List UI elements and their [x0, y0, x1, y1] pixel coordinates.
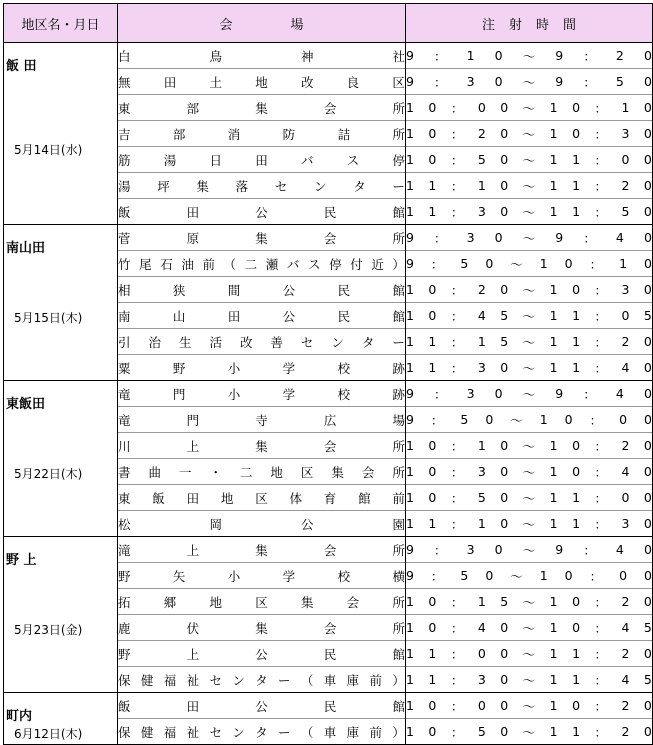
venue-name-spread: 湯 坪 集 落 セ ン タ ー — [118, 178, 405, 194]
district-name: 町内 — [6, 709, 33, 724]
venue-name-spread: 菅 原 集 会 所 — [118, 230, 405, 246]
time-cell — [406, 537, 653, 563]
district-name: 野 上 — [6, 553, 37, 568]
venue-cell — [118, 537, 406, 563]
time-range-spread: 1 1 ： 1 0 〜 1 1 ： 2 0 — [406, 178, 652, 194]
time-cell — [406, 719, 653, 745]
time-cell — [406, 355, 653, 381]
schedule-body — [4, 43, 653, 745]
time-cell — [406, 433, 653, 459]
time-range-spread: 1 0 ： 4 5 〜 1 1 ： 0 5 — [406, 308, 652, 324]
time-cell — [406, 277, 653, 303]
time-cell — [406, 485, 653, 511]
venue-cell — [118, 199, 406, 225]
district-date: 5月14日(水) — [14, 143, 83, 157]
time-range-spread: 1 1 ： 3 0 〜 1 1 ： 4 5 — [406, 672, 652, 688]
time-cell — [406, 667, 653, 693]
venue-cell — [118, 615, 406, 641]
venue-cell — [118, 407, 406, 433]
time-range-spread: 1 1 ： 3 0 〜 1 1 ： 5 0 — [406, 204, 652, 220]
venue-name-spread: 鹿 伏 集 会 所 — [118, 620, 405, 636]
venue-cell — [118, 173, 406, 199]
time-cell — [406, 563, 653, 589]
venue-cell — [118, 69, 406, 95]
venue-name-spread: 飯 田 公 民 館 — [118, 204, 405, 220]
schedule-row — [4, 43, 653, 69]
venue-cell — [118, 563, 406, 589]
district-cell — [4, 225, 118, 381]
venue-name-spread: 相 狭 間 公 民 館 — [118, 282, 405, 298]
time-cell — [406, 69, 653, 95]
venue-name-spread: 竹 尾 石 油 前 （ 二 瀬 バ ス 停 付 近 ） — [118, 256, 405, 272]
header-time: 注射時間 — [406, 4, 653, 43]
time-cell — [406, 641, 653, 667]
time-cell — [406, 615, 653, 641]
time-cell — [406, 173, 653, 199]
venue-name-spread: 竜 門 小 学 校 跡 — [118, 386, 405, 402]
time-range-spread: 1 1 ： 0 0 〜 1 1 ： 2 0 — [406, 646, 652, 662]
venue-name-spread: 筋 湯 日 田 バ ス 停 — [118, 152, 405, 168]
venue-name-spread: 保 健 福 祉 セ ン タ ー （ 車 庫 前 ） — [118, 724, 405, 740]
venue-cell — [118, 485, 406, 511]
venue-name-spread: 拓 郷 地 区 集 会 所 — [118, 594, 405, 610]
schedule-row — [4, 225, 653, 251]
time-range-spread: 9 ： 5 0 〜 1 0 ： 0 0 — [406, 568, 652, 584]
venue-cell — [118, 511, 406, 537]
venue-cell — [118, 667, 406, 693]
time-range-spread: 9 ： 3 0 〜 9 ： 4 0 — [406, 230, 652, 246]
venue-cell — [118, 303, 406, 329]
venue-cell — [118, 433, 406, 459]
time-cell — [406, 329, 653, 355]
time-cell — [406, 381, 653, 407]
time-cell — [406, 693, 653, 719]
header-row — [4, 4, 653, 43]
time-cell — [406, 121, 653, 147]
schedule-row — [4, 537, 653, 563]
venue-name-spread: 引 治 生 活 改 善 セ ン タ ー — [118, 334, 405, 350]
time-range-spread: 1 0 ： 1 5 〜 1 0 ： 2 0 — [406, 594, 652, 610]
time-cell — [406, 251, 653, 277]
district-date: 5月22日(木) — [14, 467, 83, 481]
time-range-spread: 9 ： 3 0 〜 9 ： 5 0 — [406, 74, 652, 90]
time-range-spread: 9 ： 3 0 〜 9 ： 4 0 — [406, 386, 652, 402]
venue-name-spread: 滝 上 集 会 所 — [118, 542, 405, 558]
time-range-spread: 9 ： 3 0 〜 9 ： 4 0 — [406, 542, 652, 558]
venue-name-spread: 東 飯 田 地 区 体 育 館 前 — [118, 490, 405, 506]
time-range-spread: 1 0 ： 0 0 〜 1 0 ： 1 0 — [406, 100, 652, 116]
schedule-row — [4, 693, 653, 719]
time-range-spread: 1 1 ： 3 0 〜 1 1 ： 4 0 — [406, 360, 652, 376]
venue-cell — [118, 277, 406, 303]
venue-name-spread: 吉 部 消 防 詰 所 — [118, 126, 405, 142]
time-range-spread: 1 0 ： 1 0 〜 1 0 ： 2 0 — [406, 438, 652, 454]
time-cell — [406, 225, 653, 251]
venue-name-spread: 書 曲 一 ・ 二 地 区 集 会 所 — [118, 464, 405, 480]
venue-name-spread: 粟 野 小 学 校 跡 — [118, 360, 405, 376]
time-range-spread: 9 ： 5 0 〜 1 0 ： 0 0 — [406, 412, 652, 428]
district-date: 5月15日(木) — [14, 311, 83, 325]
time-cell — [406, 43, 653, 69]
venue-name-spread: 保 健 福 祉 セ ン タ ー （ 車 庫 前 ） — [118, 672, 405, 688]
venue-cell — [118, 381, 406, 407]
time-range-spread: 1 0 ： 5 0 〜 1 1 ： 0 0 — [406, 152, 652, 168]
vaccination-schedule-table — [3, 3, 653, 745]
venue-cell — [118, 251, 406, 277]
venue-name-spread: 白 鳥 神 社 — [118, 48, 405, 64]
time-cell — [406, 147, 653, 173]
district-date: 6月12日(木) — [14, 727, 83, 741]
time-cell — [406, 303, 653, 329]
venue-name-spread: 野 上 公 民 館 — [118, 646, 405, 662]
time-range-spread: 1 0 ： 2 0 〜 1 0 ： 3 0 — [406, 282, 652, 298]
header-district: 地区名・月日 — [4, 4, 118, 43]
venue-cell — [118, 121, 406, 147]
district-cell — [4, 537, 118, 693]
venue-cell — [118, 95, 406, 121]
venue-cell — [118, 693, 406, 719]
time-cell — [406, 459, 653, 485]
district-cell — [4, 693, 118, 745]
district-date: 5月23日(金) — [14, 623, 83, 637]
time-range-spread: 1 0 ： 0 0 〜 1 0 ： 2 0 — [406, 698, 652, 714]
time-cell — [406, 199, 653, 225]
district-cell — [4, 43, 118, 225]
time-range-spread: 9 ： 1 0 〜 9 ： 2 0 — [406, 48, 652, 64]
time-range-spread: 1 0 ： 3 0 〜 1 0 ： 4 0 — [406, 464, 652, 480]
venue-cell — [118, 329, 406, 355]
time-range-spread: 1 0 ： 5 0 〜 1 1 ： 2 0 — [406, 724, 652, 740]
header-venue: 会場 — [118, 4, 406, 43]
venue-name-spread: 竜 門 寺 広 場 — [118, 412, 405, 428]
venue-cell — [118, 355, 406, 381]
venue-name-spread: 飯 田 公 民 館 — [118, 698, 405, 714]
time-range-spread: 1 0 ： 2 0 〜 1 0 ： 3 0 — [406, 126, 652, 142]
venue-cell — [118, 641, 406, 667]
time-cell — [406, 407, 653, 433]
venue-name-spread: 南 山 田 公 民 館 — [118, 308, 405, 324]
district-name: 東飯田 — [6, 397, 46, 412]
venue-name-spread: 無 田 土 地 改 良 区 — [118, 74, 405, 90]
venue-cell — [118, 459, 406, 485]
venue-cell — [118, 719, 406, 745]
time-cell — [406, 511, 653, 537]
venue-name-spread: 川 上 集 会 所 — [118, 438, 405, 454]
time-cell — [406, 589, 653, 615]
time-range-spread: 1 0 ： 5 0 〜 1 1 ： 0 0 — [406, 490, 652, 506]
district-name: 飯 田 — [6, 59, 37, 74]
venue-cell — [118, 225, 406, 251]
time-range-spread: 1 1 ： 1 5 〜 1 1 ： 2 0 — [406, 334, 652, 350]
venue-cell — [118, 589, 406, 615]
venue-name-spread: 野 矢 小 学 校 横 — [118, 568, 405, 584]
venue-cell — [118, 147, 406, 173]
venue-cell — [118, 43, 406, 69]
venue-name-spread: 松 岡 公 園 — [118, 516, 405, 532]
time-range-spread: 9 ： 5 0 〜 1 0 ： 1 0 — [406, 256, 652, 272]
district-cell — [4, 381, 118, 537]
schedule-row — [4, 381, 653, 407]
district-name: 南山田 — [6, 241, 46, 256]
time-range-spread: 1 0 ： 4 0 〜 1 0 ： 4 5 — [406, 620, 652, 636]
time-cell — [406, 95, 653, 121]
time-range-spread: 1 1 ： 1 0 〜 1 1 ： 3 0 — [406, 516, 652, 532]
venue-name-spread: 東 部 集 会 所 — [118, 100, 405, 116]
